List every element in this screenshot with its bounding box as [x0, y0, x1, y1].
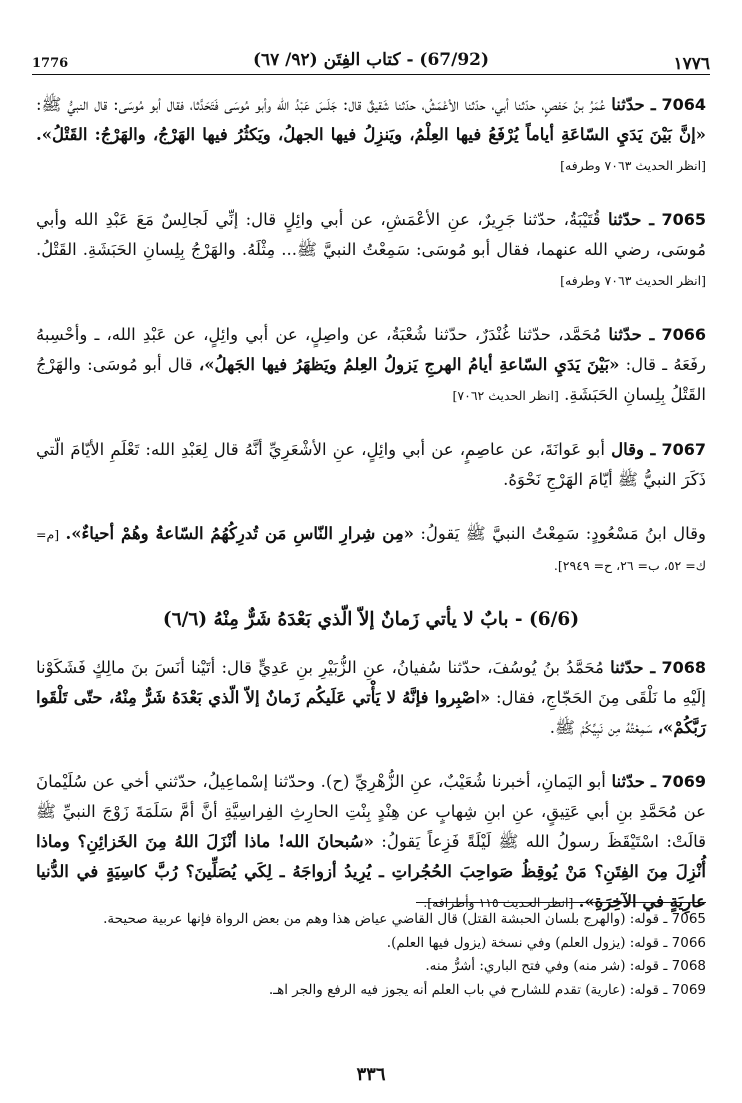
hadith-body: قُتَيْبَةُ، حدّثنا جَرِيرٌ، عنِ الأعْمَشِ، عن أبي وائِلٍ قال: إنِّي لَجالِسٌ مَعَ عَبْدِ الله وأبي مُوسَى، رضي الله عنهما، فقال أبو مُوسَى: سَمِعْتُ النبيَّ ﷺ... مِثْلَهُ. والهَرْجُ بِلِسانِ الحَبَشَةِ. القَتْلُ.: [36, 210, 706, 259]
hadith-7066: [36, 320, 706, 411]
hadith-ref: [انظر الحديث ٧٠٦٢]: [452, 388, 559, 403]
ibn-masud-body: وقال ابنُ مَسْعُودٍ: سَمِعْتُ النبيَّ ﷺ يَقولُ:: [420, 524, 707, 543]
footnote: [36, 932, 706, 956]
footnote-number: 7068: [671, 958, 706, 974]
ibn-masud-paragraph: [36, 519, 706, 581]
hadith-number: 7065: [661, 210, 707, 229]
hadith-ref: [انظر الحديث ١١٥ وأطرافه].: [423, 895, 574, 910]
page-number-latin: 1776: [32, 56, 69, 71]
footnote-text: ـ قوله: (شر منه) وفي فتح الباري: أشرُّ منه.: [425, 958, 668, 974]
footnote-number: 7066: [671, 934, 706, 951]
footnote: [36, 979, 706, 1003]
footnote-separator: [416, 902, 706, 903]
hadith-ref: [انظر الحديث ٧٠٦٣ وطرفه]: [560, 158, 706, 173]
main-text: [36, 90, 706, 942]
footnote-text: ـ قوله: (عارية) تقدم للشارح في باب العلم أنه يجوز فيه الرفع والجر اهـ.: [268, 981, 668, 998]
hadith-body: عُمَرُ بنُ حَفصٍ، حدّثنا أبي، حدّثنا الأعْمَشُ، حدّثنا شَقيقٌ قال: جَلَسَ عَبْدُ الله وأبو مُوسَى فَتَحَدَّثا، فقال أبو مُوسَى: قال النبيُّ ﷺ:: [36, 95, 606, 114]
folio-number: ٣٣٦: [356, 1064, 386, 1085]
hadith-number: 7067: [661, 440, 706, 459]
hadith-lead: ـ حدّثنا: [611, 772, 656, 791]
hadith-7064: [36, 90, 706, 181]
footnote: [36, 955, 706, 979]
hadith-body: أبو عَوانَةَ، عن عاصِمٍ، عن أبي وائِلٍ، عنِ الأشْعَرِيِّ أنَّهُ قال لِعَبْدِ الله: تَعْلَمِ الأيّامَ الّتي ذَكَرَ النبيُّ ﷺ أيّامَ الهَرْجِ نَحْوَهُ.: [36, 440, 706, 489]
hadith-7068: [36, 653, 706, 743]
ibn-masud-ref: [م= ك= ٥٢، ب= ٢٦، ح= ٢٩٤٩].: [36, 527, 706, 573]
hadith-quote: «سُبحانَ الله! ماذا أنْزَلَ اللهُ مِنَ الخَزائِنِ؟ وماذا أُنْزِلَ مِنَ الفِتَنِ؟ مَنْ يُوقِظُ صَواحِبَ الحُجُراتِ ـ يُرِيدُ أزواجَهُ ـ لِكَي يُصَلِّينَ؟ رُبَّ كاسِيَةٍ في الدُّنيا عارِيَةٍ في الآخِرَةِ».: [36, 832, 706, 911]
hadith-number: 7064: [661, 95, 707, 114]
hadith-quote: «إنَّ بَيْنَ يَدَيِ السّاعَةِ أياماً يُرْفَعُ فيها العِلْمُ، ويَنزِلُ فيها الجهلُ، ويَكثُرُ فيها الهَرْجُ، والهَرْجُ: القَتْلُ».: [36, 125, 706, 144]
page-header: [32, 40, 710, 75]
hadith-number: 7069: [661, 772, 706, 791]
page-number-arabic: ١٧٧٦: [673, 54, 710, 74]
hadith-lead: ـ حدّثنا: [610, 658, 656, 677]
hadith-quote: «بَيْنَ يَدَيِ السّاعةِ أيامُ الهرجِ يَزولُ العِلمُ ويَظهَرُ فيها الجَهلُ»،: [198, 355, 620, 374]
hadith-quote: «اصْبِروا فإنَّهُ لا يَأْتي عَلَيكُم زَمانٌ إلاّ الّذي بَعْدَهُ شَرٌّ مِنْهُ، حتّى تَلْقَوا رَبَّكُمْ»،: [36, 688, 706, 737]
hadith-number: 7066: [661, 325, 706, 344]
footnote: [36, 908, 706, 932]
hadith-7069: [36, 767, 706, 918]
footnotes: [36, 908, 706, 1002]
footnote-number: 7069: [671, 981, 706, 998]
hadith-body: أبو اليَمانِ، أخبرنا شُعَيْبٌ، عنِ الزُّهْرِيِّ (ح). وحدّثنا إسْماعِيلُ، حدّثني أخي عن سُلَيْمانَ عن مُحَمَّدِ بنِ أبي عَتِيقٍ، عنِ ابنِ شِهابٍ عن هِنْدٍ بِنْتِ الحارِثِ الفِراسِيَّةِ أنَّ أمَّ سَلَمَةَ زَوْجَ النبيِّ ﷺ قالَتْ: اسْتَيْقَظَ رسولُ الله ﷺ لَيْلَةً فَزِعاً يَقولُ:: [36, 772, 707, 851]
ibn-masud-quote: «مِن شِرارِ النّاسِ مَن تُدرِكُهُمُ السّاعةُ وهُمْ أحياءٌ».: [65, 524, 414, 543]
hadith-lead: ـ حدّثنا: [608, 210, 655, 229]
hadith-body: مُحَمَّد، حدّثنا غُنْدَرٌ، حدّثنا شُعْبَةُ، عن واصِلٍ، عن أبي وائِلٍ، عن عَبْدِ الله، ـ وأحْسِبهُ رفَعَهُ ـ قال:: [36, 325, 706, 374]
hadith-body: مُحَمَّدُ بنُ يُوسُفَ، حدّثنا سُفيانُ، عنِ الزُّبَيْرِ بنِ عَدِيٍّ قال: أتَيْنا أنَسَ بنَ مالِكٍ فَشَكَوْنا إلَيْهِ ما نَلْقَى مِنَ الحَجّاجِ، فقال:: [36, 658, 706, 707]
hadith-7065: [36, 205, 706, 296]
footnote-number: 7065: [671, 911, 706, 927]
hadith-tail: سَمِعْتُهُ مِن نَبِيِّكُمْ ﷺ.: [549, 718, 653, 737]
running-title: (67/92) - كتاب الفِتَن (٩٢/ ٦٧): [252, 50, 490, 70]
hadith-lead: ـ حدّثنا: [608, 325, 655, 344]
hadith-number: 7068: [661, 658, 707, 677]
hadith-7067: [36, 435, 706, 495]
hadith-lead: ـ وقال: [611, 440, 656, 459]
hadith-lead: ـ حدّثنا: [611, 95, 656, 114]
chapter-heading: (6/6) - بابٌ لا يأتي زَمانٌ إلاّ الّذي بَعْدَهُ شَرٌّ مِنْهُ (٦/٦): [162, 609, 580, 630]
hadith-tail: قال أبو مُوسَى: والهَرْجُ القَتْلُ بِلِسانِ الحَبَشَةِ.: [36, 355, 706, 404]
footnote-text: ـ قوله: (يزول العلم) وفي نسخة (يزول فيها العلم).: [386, 934, 668, 951]
hadith-ref: [انظر الحديث ٧٠٦٣ وطرفه]: [560, 273, 706, 288]
footnote-text: ـ قوله: (والهرج بلسان الحبشة القتل) قال القاضي عياض هذا وهم من بعض الرواة فإنها عربية صحيحة.: [103, 911, 668, 927]
